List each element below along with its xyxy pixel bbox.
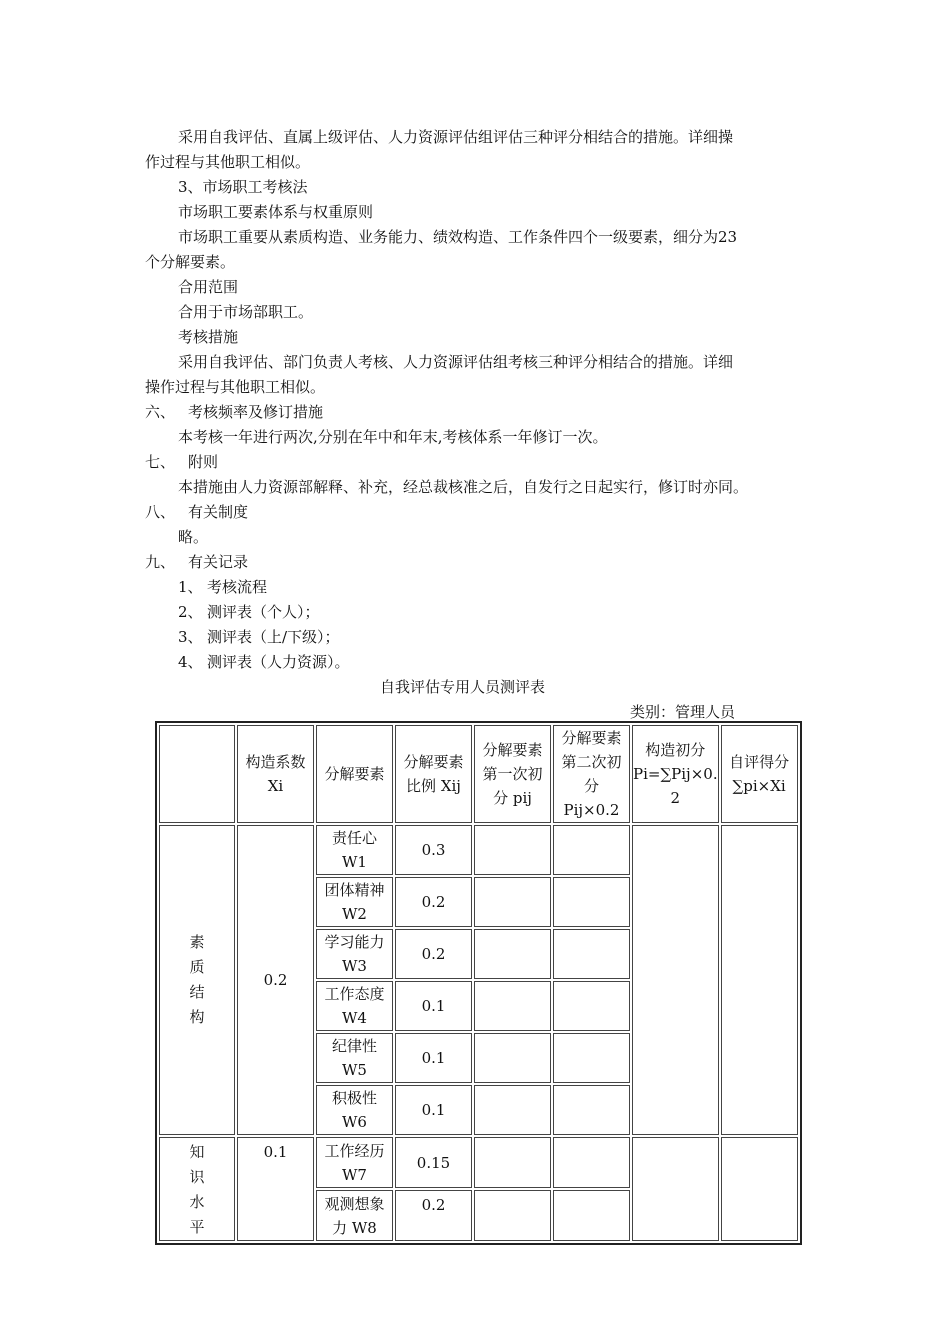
element-cell: 纪律性 W5 bbox=[316, 1033, 393, 1083]
record-item: 测评表（上/下级）； bbox=[207, 628, 340, 646]
self-score-cell bbox=[721, 1137, 798, 1241]
score-cell-empty bbox=[474, 1190, 551, 1241]
ratio-cell: 0.1 bbox=[395, 981, 472, 1031]
score-cell-empty bbox=[553, 1190, 630, 1241]
element-cell: 观测想象 力 W8 bbox=[316, 1190, 393, 1241]
group-label-knowledge: 知 识 水 平 bbox=[159, 1137, 235, 1241]
score-cell-empty bbox=[474, 981, 551, 1031]
element-cell: 团体精神 W2 bbox=[316, 877, 393, 927]
header-cell-first-score: 分解要素 第一次初 分 pij bbox=[474, 725, 551, 823]
paragraph: 本措施由人力资源部解释、补充，经总裁核准之后，自发行之日起实行，修订时亦同。 bbox=[178, 478, 749, 496]
score-cell-empty bbox=[553, 1137, 630, 1188]
paragraph: 操作过程与其他职工相似。 bbox=[145, 378, 326, 396]
paragraph: 个分解要素。 bbox=[145, 253, 236, 271]
ratio-cell: 0.1 bbox=[395, 1085, 472, 1135]
header-cell-coefficient: 构造系数 Xi bbox=[237, 725, 314, 823]
record-number: 1、 bbox=[178, 578, 203, 596]
table-title: 自我评估专用人员测评表 bbox=[380, 678, 546, 696]
section-number: 九、 bbox=[145, 553, 176, 571]
structure-score-cell bbox=[632, 1137, 719, 1241]
evaluation-table-wrap bbox=[155, 721, 802, 1245]
section-title: 考核频率及修订措施 bbox=[188, 403, 324, 421]
record-number: 3、 bbox=[178, 628, 203, 646]
subheading: 市场职工要素体系与权重原则 bbox=[178, 203, 374, 221]
element-cell: 工作经历 W7 bbox=[316, 1137, 393, 1188]
score-cell-empty bbox=[474, 1085, 551, 1135]
score-cell-empty bbox=[474, 877, 551, 927]
ratio-cell: 0.3 bbox=[395, 825, 472, 875]
group-label-quality: 素 质 结 构 bbox=[159, 825, 235, 1135]
score-cell-empty bbox=[474, 825, 551, 875]
score-cell-empty bbox=[474, 1137, 551, 1188]
element-cell: 学习能力 W3 bbox=[316, 929, 393, 979]
paragraph: 采用自我评估、直属上级评估、人力资源评估组评估三种评分相结合的措施。详细操 bbox=[178, 128, 734, 146]
header-cell-empty bbox=[159, 725, 235, 823]
score-cell-empty bbox=[553, 1085, 630, 1135]
group-coefficient: 0.1 bbox=[237, 1137, 314, 1241]
record-item: 测评表（个人）； bbox=[207, 603, 320, 621]
score-cell-empty bbox=[553, 825, 630, 875]
structure-score-cell bbox=[632, 825, 719, 1135]
record-number: 2、 bbox=[178, 603, 203, 621]
header-cell-self-score: 自评得分 ∑pi×Xi bbox=[721, 725, 798, 823]
ratio-cell: 0.2 bbox=[395, 1190, 472, 1241]
score-cell-empty bbox=[553, 877, 630, 927]
score-cell-empty bbox=[553, 929, 630, 979]
ratio-cell: 0.1 bbox=[395, 1033, 472, 1083]
header-cell-structure-score: 构造初分 Pi=∑Pij×0. 2 bbox=[632, 725, 719, 823]
score-cell-empty bbox=[553, 981, 630, 1031]
ratio-cell: 0.15 bbox=[395, 1137, 472, 1188]
paragraph: 合用于市场部职工。 bbox=[178, 303, 314, 321]
table-row bbox=[159, 1137, 798, 1188]
section-title: 有关制度 bbox=[188, 503, 249, 521]
paragraph: 本考核一年进行两次,分别在年中和年末,考核体系一年修订一次。 bbox=[178, 428, 608, 446]
header-cell-second-score: 分解要素 第二次初 分 Pij×0.2 bbox=[553, 725, 630, 823]
table-header-row bbox=[159, 725, 798, 823]
element-cell: 责任心 W1 bbox=[316, 825, 393, 875]
header-cell-element: 分解要素 bbox=[316, 725, 393, 823]
paragraph: 采用自我评估、部门负责人考核、人力资源评估组考核三种评分相结合的措施。详细 bbox=[178, 353, 734, 371]
paragraph: 略。 bbox=[178, 528, 209, 546]
subheading: 3、市场职工考核法 bbox=[178, 178, 308, 196]
record-item: 测评表（人力资源）。 bbox=[207, 653, 350, 671]
score-cell-empty bbox=[553, 1033, 630, 1083]
self-score-cell bbox=[721, 825, 798, 1135]
section-title: 附则 bbox=[188, 453, 219, 471]
table-row bbox=[159, 825, 798, 875]
section-number: 七、 bbox=[145, 453, 176, 471]
element-cell: 积极性 W6 bbox=[316, 1085, 393, 1135]
ratio-cell: 0.2 bbox=[395, 877, 472, 927]
record-number: 4、 bbox=[178, 653, 203, 671]
section-number: 八、 bbox=[145, 503, 176, 521]
ratio-cell: 0.2 bbox=[395, 929, 472, 979]
group-coefficient: 0.2 bbox=[237, 825, 314, 1135]
element-cell: 工作态度 W4 bbox=[316, 981, 393, 1031]
paragraph: 作过程与其他职工相似。 bbox=[145, 153, 311, 171]
score-cell-empty bbox=[474, 929, 551, 979]
header-cell-ratio: 分解要素 比例 Xij bbox=[395, 725, 472, 823]
section-number: 六、 bbox=[145, 403, 176, 421]
subheading: 合用范围 bbox=[178, 278, 239, 296]
evaluation-table bbox=[155, 721, 802, 1245]
score-cell-empty bbox=[474, 1033, 551, 1083]
subheading: 考核措施 bbox=[178, 328, 239, 346]
paragraph: 市场职工重要从素质构造、业务能力、绩效构造、工作条件四个一级要素，细分为23 bbox=[178, 228, 738, 246]
table-category: 类别：管理人员 bbox=[630, 703, 736, 721]
record-item: 考核流程 bbox=[207, 578, 268, 596]
section-title: 有关记录 bbox=[188, 553, 249, 571]
